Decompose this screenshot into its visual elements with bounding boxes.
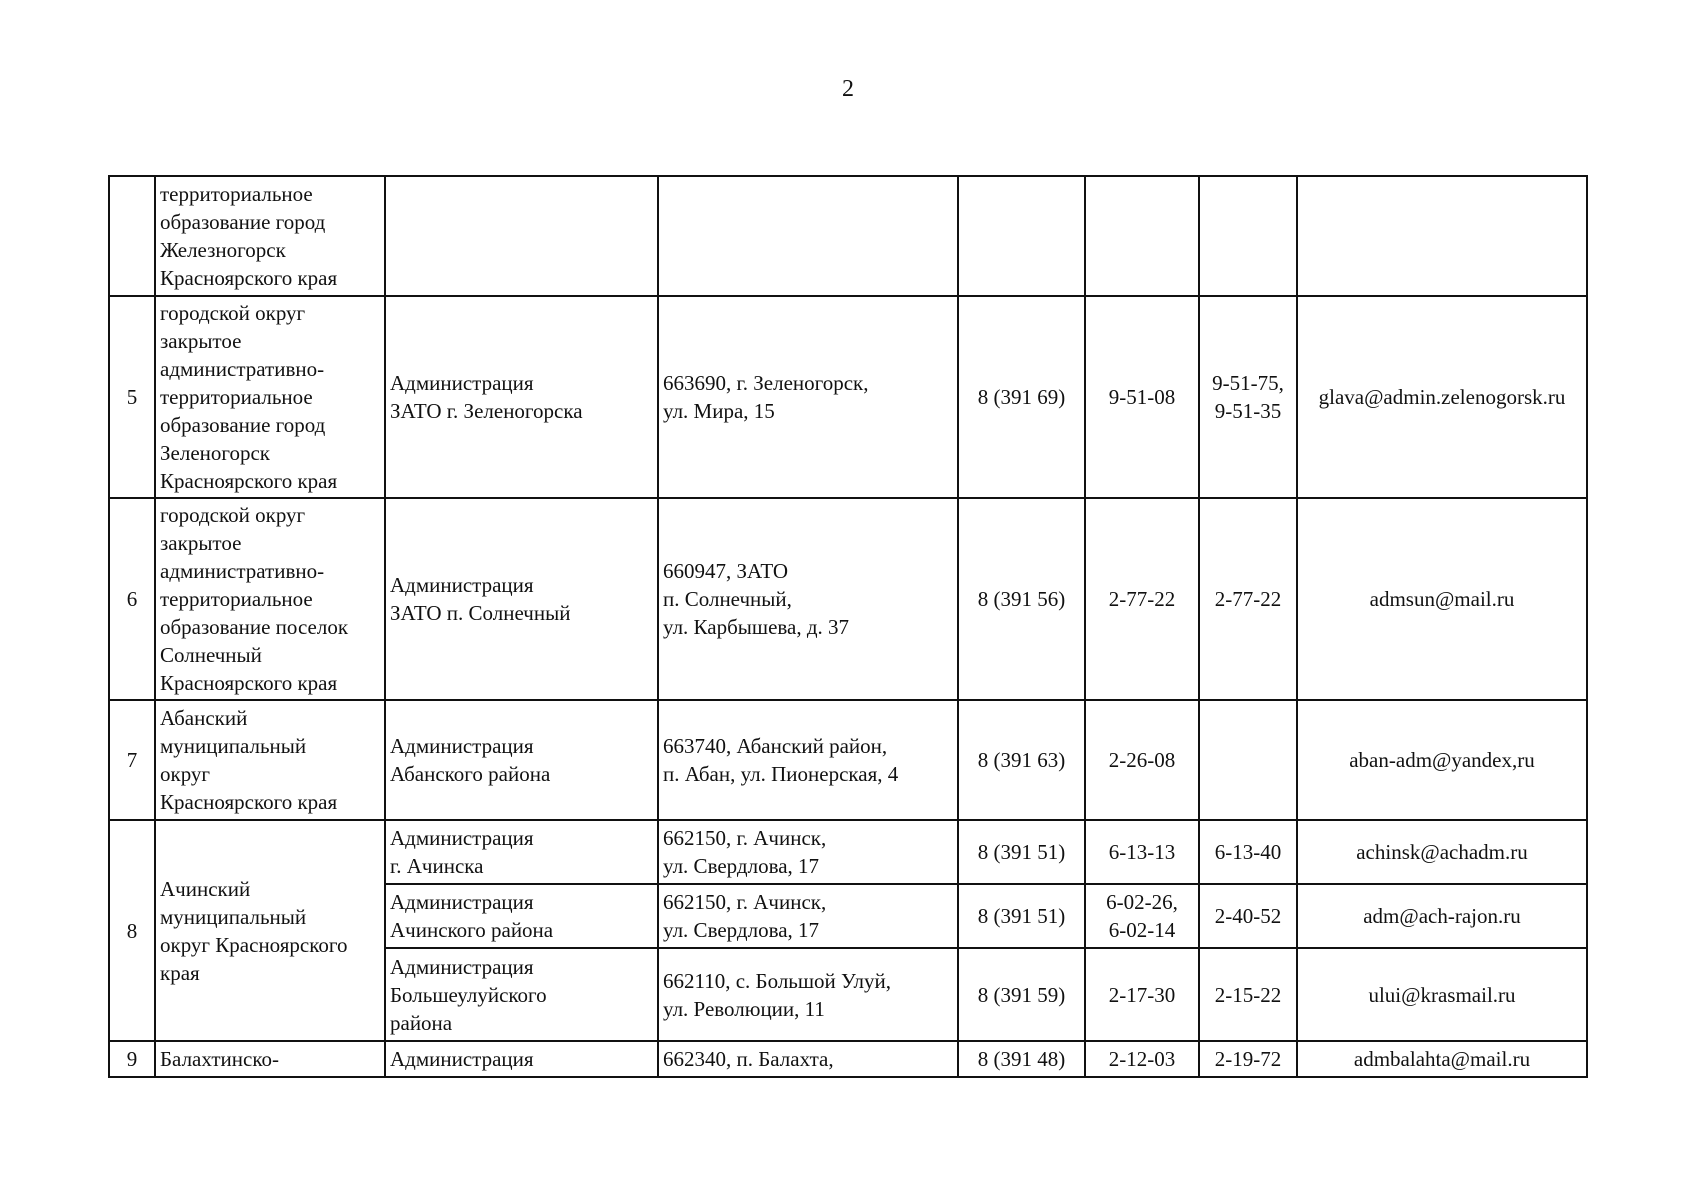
table-row: [109, 700, 1587, 820]
administration-cell-line: Администрация: [390, 371, 534, 395]
area-code-cell: 8 (391 63): [958, 700, 1085, 820]
municipality-cell-line: Красноярского края: [160, 671, 338, 695]
municipality-cell-line: городской округ: [160, 503, 306, 527]
phone-cell-line: 2-17-30: [1108, 982, 1176, 1007]
phone-cell-line: 9-51-08: [1108, 385, 1176, 409]
municipality-cell: [155, 176, 385, 296]
administration-cell-line: Ачинского района: [390, 918, 554, 942]
phone-cell: [1085, 498, 1199, 700]
address-cell: [658, 498, 958, 700]
area-code-cell: [958, 176, 1085, 296]
area-code-cell: 8 (391 51): [958, 820, 1085, 884]
email-cell: glava@admin.zelenogorsk.ru: [1297, 296, 1587, 498]
administration-cell-line: ЗАТО п. Солнечный: [390, 601, 571, 625]
table-row: [109, 296, 1587, 498]
row-number: [109, 176, 155, 296]
administration-cell-line: Администрация: [390, 573, 534, 597]
row-number: 8: [109, 820, 155, 1041]
email-cell: admbalahta@mail.ru: [1297, 1041, 1587, 1077]
phone-cell-line: 6-02-14: [1108, 918, 1176, 942]
fax-cell: [1199, 498, 1297, 700]
phone-cell-line: 2-77-22: [1108, 587, 1176, 611]
address-cell: [658, 296, 958, 498]
table-row: [109, 1041, 1587, 1077]
administration-cell: [385, 296, 658, 498]
fax-cell-line: 9-51-35: [1214, 399, 1282, 423]
email-cell: admsun@mail.ru: [1297, 498, 1587, 700]
municipality-cell-line: Балахтинско-: [160, 1047, 279, 1071]
administration-cell: [385, 820, 658, 884]
administration-cell: [385, 700, 658, 820]
municipality-cell-line: Красноярского края: [160, 469, 338, 493]
email-cell: achinsk@achadm.ru: [1297, 820, 1587, 884]
phone-cell: [1085, 948, 1199, 1041]
fax-cell-line: 6-13-40: [1214, 840, 1282, 864]
administration-cell-line: Администрация: [390, 954, 534, 979]
fax-cell-line: 9-51-75,: [1212, 371, 1284, 395]
phone-cell: [1085, 820, 1199, 884]
address-cell-line: п. Солнечный,: [663, 587, 792, 611]
municipality-cell-line: округ: [160, 762, 211, 786]
municipality-cell-line: Абанский: [160, 706, 248, 730]
municipality-cell-line: территориальное: [160, 182, 313, 206]
phone-cell-line: 6-02-26,: [1106, 890, 1178, 914]
email-cell: ului@krasmail.ru: [1297, 948, 1587, 1041]
address-cell-line: 660947, ЗАТО: [663, 559, 789, 583]
phone-cell-line: 2-12-03: [1108, 1047, 1176, 1071]
administrations-table: [108, 175, 1588, 1078]
fax-cell: [1199, 820, 1297, 884]
administration-cell: [385, 176, 658, 296]
municipality-cell-line: образование город: [160, 210, 326, 234]
area-code-cell: 8 (391 51): [958, 884, 1085, 948]
table-row: [109, 498, 1587, 700]
administration-cell-line: ЗАТО г. Зеленогорска: [390, 399, 583, 423]
address-cell: [658, 948, 958, 1041]
row-number: 9: [109, 1041, 155, 1077]
municipality-cell-line: образование город: [160, 413, 326, 437]
municipality-cell: [155, 820, 385, 1041]
administration-cell: [385, 498, 658, 700]
email-cell: [1297, 176, 1587, 296]
municipality-cell-line: Красноярского края: [160, 266, 338, 290]
area-code-cell: 8 (391 48): [958, 1041, 1085, 1077]
phone-cell: [1085, 176, 1199, 296]
area-code-cell: 8 (391 69): [958, 296, 1085, 498]
row-number: 6: [109, 498, 155, 700]
phone-cell: [1085, 884, 1199, 948]
address-cell: [658, 820, 958, 884]
administration-cell: [385, 948, 658, 1041]
municipality-cell: [155, 1041, 385, 1077]
area-code-cell: 8 (391 59): [958, 948, 1085, 1041]
municipality-cell-line: территориальное: [160, 385, 313, 409]
row-number: 7: [109, 700, 155, 820]
administration-cell-line: Большеулуйского: [390, 982, 547, 1007]
municipality-cell-line: Зеленогорск: [160, 441, 270, 465]
municipality-cell-line: городской округ: [160, 301, 306, 325]
municipality-cell-line: закрытое: [160, 531, 242, 555]
address-cell-line: ул. Свердлова, 17: [663, 854, 820, 878]
fax-cell-line: 2-40-52: [1214, 904, 1282, 928]
row-number: 5: [109, 296, 155, 498]
municipality-cell-line: Железногорск: [160, 238, 286, 262]
fax-cell: [1199, 948, 1297, 1041]
address-cell-line: 662110, с. Большой Улуй,: [663, 968, 892, 993]
fax-cell: [1199, 296, 1297, 498]
address-cell-line: ул. Свердлова, 17: [663, 918, 820, 942]
address-cell: [658, 884, 958, 948]
address-cell: [658, 700, 958, 820]
fax-cell: [1199, 176, 1297, 296]
municipality-cell-line: Солнечный: [160, 643, 262, 667]
phone-cell: [1085, 700, 1199, 820]
phone-cell: [1085, 296, 1199, 498]
administration-cell-line: Администрация: [390, 1047, 534, 1071]
municipality-cell-line: Ачинский: [160, 876, 251, 901]
phone-cell-line: 2-26-08: [1108, 748, 1176, 772]
address-cell-line: 662340, п. Балахта,: [663, 1047, 834, 1071]
page-number: 2: [842, 76, 854, 102]
municipality-cell-line: закрытое: [160, 329, 242, 353]
municipality-cell-line: муниципальный: [160, 904, 307, 929]
address-cell-line: ул. Революции, 11: [663, 996, 825, 1021]
address-cell-line: 663690, г. Зеленогорск,: [663, 371, 869, 395]
administration-cell-line: Администрация: [390, 890, 534, 914]
fax-cell: [1199, 700, 1297, 820]
municipality-cell-line: Красноярского края: [160, 790, 338, 814]
fax-cell-line: 2-15-22: [1214, 982, 1282, 1007]
administration-cell-line: Абанского района: [390, 762, 551, 786]
address-cell: [658, 176, 958, 296]
fax-cell-line: 2-77-22: [1214, 587, 1282, 611]
table-row: [109, 176, 1587, 296]
fax-cell-line: 2-19-72: [1214, 1047, 1282, 1071]
municipality-cell-line: административно-: [160, 559, 325, 583]
email-cell: aban-adm@yandex,ru: [1297, 700, 1587, 820]
administration-cell-line: г. Ачинска: [390, 854, 484, 878]
municipality-cell: [155, 700, 385, 820]
phone-cell-line: 6-13-13: [1108, 840, 1176, 864]
address-cell-line: ул. Карбышева, д. 37: [663, 615, 850, 639]
municipality-cell-line: территориальное: [160, 587, 313, 611]
email-cell: adm@ach-rajon.ru: [1297, 884, 1587, 948]
municipality-cell-line: административно-: [160, 357, 325, 381]
table-row: [109, 820, 1587, 884]
address-cell-line: 662150, г. Ачинск,: [663, 826, 827, 850]
administration-cell-line: района: [390, 1010, 453, 1035]
administration-cell: [385, 1041, 658, 1077]
administration-cell: [385, 884, 658, 948]
municipality-cell-line: муниципальный: [160, 734, 307, 758]
address-cell-line: 663740, Абанский район,: [663, 734, 888, 758]
municipality-cell: [155, 498, 385, 700]
address-cell: [658, 1041, 958, 1077]
address-cell-line: ул. Мира, 15: [663, 399, 775, 423]
administration-cell-line: Администрация: [390, 826, 534, 850]
phone-cell: [1085, 1041, 1199, 1077]
municipality-cell: [155, 296, 385, 498]
area-code-cell: 8 (391 56): [958, 498, 1085, 700]
address-cell-line: 662150, г. Ачинск,: [663, 890, 827, 914]
municipality-cell-line: образование поселок: [160, 615, 349, 639]
address-cell-line: п. Абан, ул. Пионерская, 4: [663, 762, 899, 786]
administration-cell-line: Администрация: [390, 734, 534, 758]
municipality-cell-line: округ Красноярского: [160, 932, 348, 957]
fax-cell: [1199, 884, 1297, 948]
fax-cell: [1199, 1041, 1297, 1077]
municipality-cell-line: края: [160, 960, 200, 985]
